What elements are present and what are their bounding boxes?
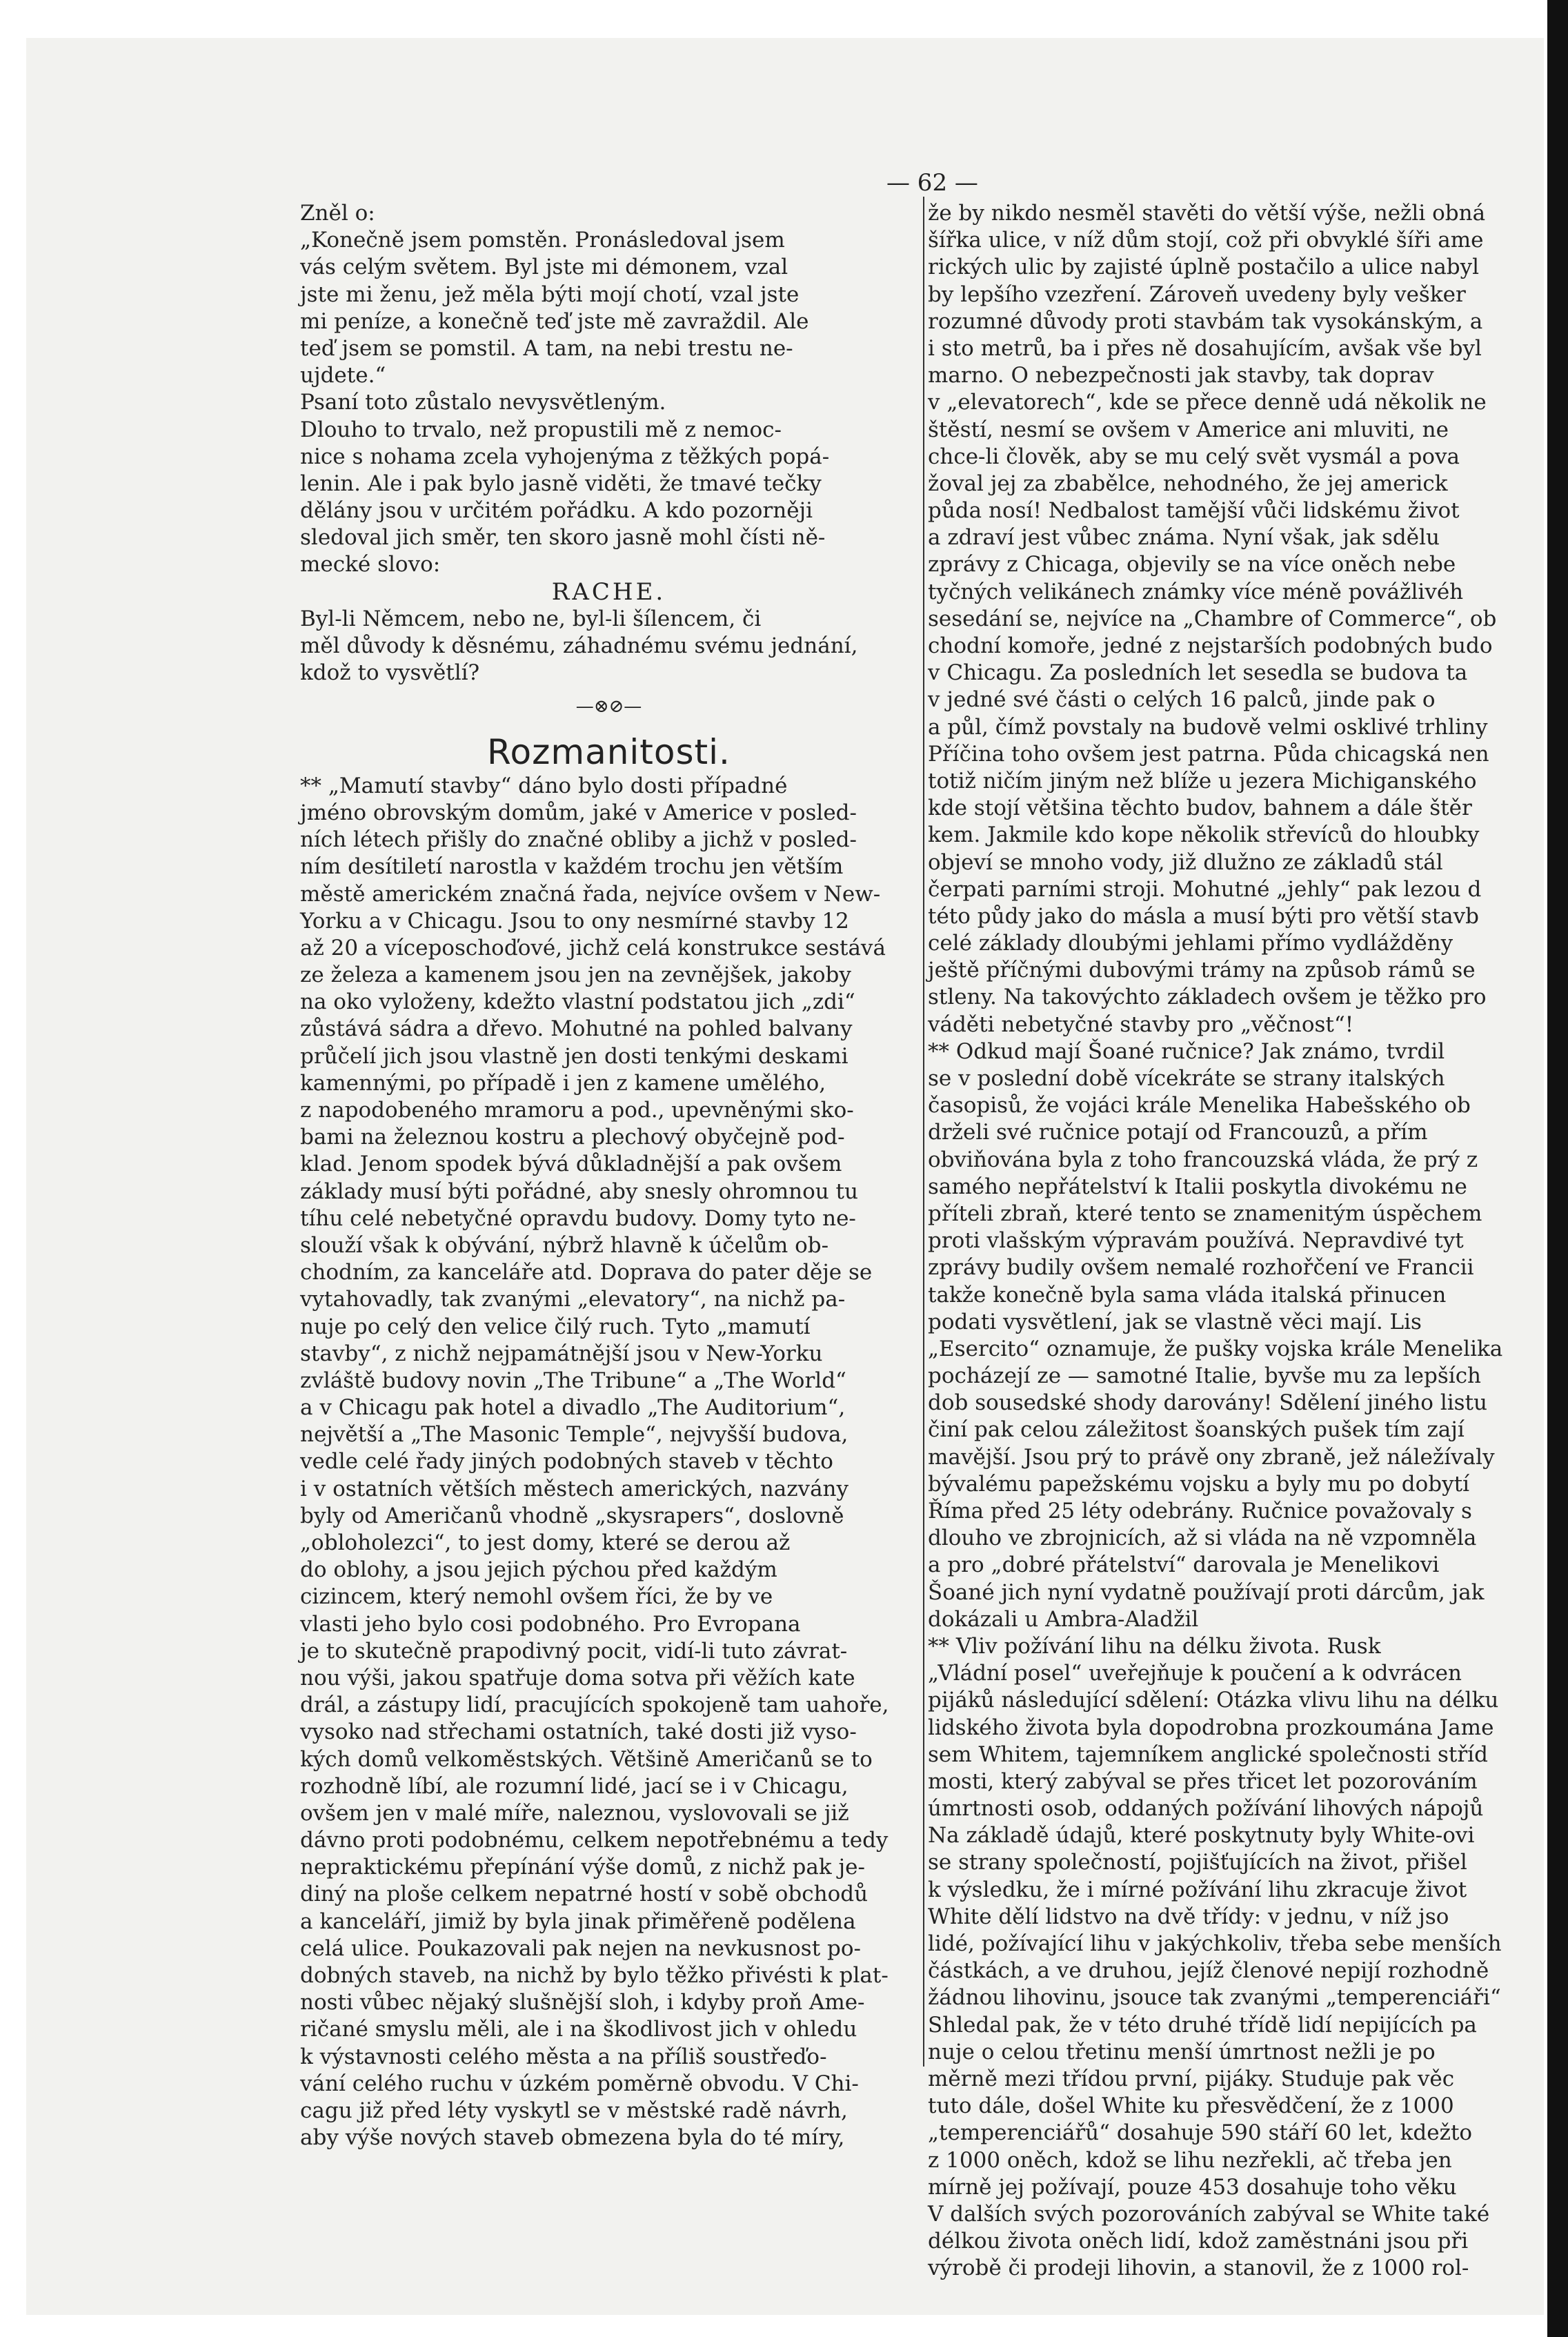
text-line: na oko vyloženy, kdežto vlastní podstatou jich „zdi“	[300, 989, 855, 1015]
text-line: úmrtnosti osob, oddaných požívání lihových nápojů	[928, 1796, 1484, 1822]
text-line: chodním, za kanceláře atd. Doprava do pater děje se	[300, 1260, 873, 1285]
text-line: proti vlašským výpravám používá. Nepravdivé tyt	[928, 1228, 1464, 1254]
text-line: k výsledku, že i mírné požívání lihu zkracuje život	[928, 1877, 1467, 1902]
text-line: by lepšího vzezření. Zároveň uvedeny byly vešker	[928, 282, 1466, 307]
text-line: dobných staveb, na nichž by bylo těžko přivésti k plat-	[300, 1963, 889, 1989]
text-line: ovšem jen v malé míře, naleznou, vyslovovali se již	[300, 1800, 849, 1826]
text-line: i sto metrů, ba i přes ně dosahujícím, avšak vše byl	[928, 335, 1482, 361]
text-line: tíhu celé nebetyčné opravdu budovy. Domy tyto ne-	[300, 1205, 856, 1231]
text-line: čerpati parními stroji. Mohutné „jehly“ pak lezou d	[928, 876, 1482, 902]
text-line: je to skutečně prapodivný pocit, vidí-li tuto závrat-	[300, 1638, 848, 1664]
text-line: do oblohy, a jsou jejich pýchou před každým	[300, 1557, 777, 1583]
text-line: ** Vliv požívání lihu na délku života. Rusk	[928, 1633, 1381, 1659]
text-line: nuje po celý den velice čilý ruch. Tyto „mamutí	[300, 1314, 811, 1339]
text-line: sledoval jich směr, ten skoro jasně mohl čísti ně-	[300, 525, 826, 551]
text-line: dob sousedské shody darovány! Sdělení jiného listu	[928, 1390, 1487, 1416]
text-line: takže konečně byla sama vláda italská přinucen	[928, 1282, 1447, 1308]
text-line: kem. Jakmile kdo kope několik střevíců do hloubky	[928, 822, 1480, 848]
text-line: jste mi ženu, jež měla býti mojí chotí, vzal jste	[300, 282, 800, 307]
text-line: cizincem, který nemohl ovšem říci, že by ve	[300, 1584, 773, 1610]
text-line: vytahovadly, tak zvanými „elevatory“, na nichž pa-	[300, 1287, 846, 1312]
text-line: zvláště budovy novin „The Tribune“ a „The World“	[300, 1368, 846, 1393]
text-line: slouží však k obývání, nýbrž hlavně k účelům ob-	[300, 1232, 829, 1258]
text-line: diný na ploše celkem nepatrné hostí v sobě obchodů	[300, 1882, 869, 1907]
column-rule	[923, 197, 924, 2067]
text-line: ních létech přišly do značné obliby a jichž v posled-	[300, 827, 857, 853]
text-line: Psaní toto zůstalo nevysvětleným.	[300, 390, 666, 415]
text-line: lidé, požívající lihu v jakýchkoliv, třeba sebe menších	[928, 1931, 1502, 1956]
text-line: cagu již před léty vyskytl se v městské radě návrh,	[300, 2098, 848, 2123]
text-line: štěstí, nesmí se ovšem v Americe ani mluviti, ne	[928, 417, 1449, 442]
text-line: kých domů velkoměstských. Většině Američanů se to	[300, 1746, 873, 1772]
text-line: sesedání se, nejvíce na „Chambre of Commerce“, ob	[928, 606, 1497, 631]
text-line: kde stojí většina těchto budov, bahnem a dále štěr	[928, 796, 1472, 821]
text-line: i v ostatních větších městech amerických, nazvány	[300, 1476, 849, 1501]
text-line: dělány jsou v určitém pořádku. A kdo pozorněji	[300, 498, 813, 524]
text-line: měl důvody k děsnému, záhadnému svému jednání,	[300, 633, 858, 659]
text-line: zprávy z Chicaga, objevily se na více oněch nebe	[928, 552, 1456, 578]
text-line: v jedné své části o celých 16 palců, jinde pak o	[928, 687, 1436, 713]
text-line: sem Whitem, tajemníkem anglické společnosti stříd	[928, 1742, 1488, 1767]
text-line: stleny. Na takovýchto základech ovšem je těžko pro	[928, 985, 1487, 1010]
text-line: ještě příčnými dubovými trámy na způsob rámů se	[928, 958, 1476, 983]
text-line: marno. O nebezpečnosti jak stavby, tak doprav	[928, 363, 1434, 388]
text-line: Yorku a v Chicagu. Jsou to ony nesmírné stavby 12	[300, 908, 849, 934]
text-line: mi peníze, a konečně teď jste mě zavraždil. Ale	[300, 308, 809, 334]
text-line: zůstává sádra a dřevo. Mohutné na pohled balvany	[300, 1016, 853, 1042]
text-line: rozumné důvody proti stavbám tak vysokánským, a	[928, 308, 1483, 334]
text-line: se strany společností, pojišťujících na život, přišel	[928, 1850, 1467, 1875]
text-line: délkou života oněch lidí, kdož zaměstnáni jsou při	[928, 2229, 1469, 2254]
text-line: lidského života byla dopodrobna prozkoumána Jame	[928, 1715, 1494, 1740]
story-ending	[300, 200, 917, 579]
text-line: „obloholezci“, to jest domy, které se derou až	[300, 1530, 791, 1556]
text-line: teď jsem se pomstil. A tam, na nebi trestu ne-	[300, 335, 793, 361]
text-line: nice s nohama zcela vyhojenýma z těžkých popá-	[300, 444, 830, 469]
text-line: kamennými, po případě i jen z kamene umělého,	[300, 1070, 826, 1096]
text-line: půda nosí! Nedbalost tamější vůči lidskému život	[928, 498, 1460, 524]
text-line: klad. Jenom spodek bývá důkladnější a pak ovšem	[300, 1152, 842, 1177]
text-line: bami na železnou kostru a plechový obyčejně pod-	[300, 1125, 845, 1150]
text-line: celé základy dloubými jehlami přímo vydlážděny	[928, 931, 1453, 956]
text-line: „Konečně jsem pomstěn. Pronásledoval jsem	[300, 228, 785, 253]
text-line: tuto dále, došel White ku přesvědčení, že z 1000	[928, 2093, 1454, 2119]
text-line: Šoané jich nyní vydatně používají proti dárcům, jak	[928, 1579, 1485, 1605]
text-line: šířka ulice, v níž dům stojí, což při obvyklé šíři ame	[928, 228, 1484, 253]
text-line: a pro „dobré přátelství“ darovala je Menelikovi	[928, 1552, 1440, 1578]
text-line: nepraktickému přepínání výše domů, z nichž pak je-	[300, 1855, 865, 1880]
text-line: měrně mezi třídou první, pijáky. Studuje pak věc	[928, 2066, 1455, 2091]
text-line: bývalému papežskému vojsku a byly mu po dobytí	[928, 1471, 1470, 1497]
text-line: ním desítiletí narostla v každém trochu jen větším	[300, 854, 844, 880]
text-line: se v poslední době vícekráte se strany italských	[928, 1066, 1445, 1091]
text-line: nuje o celou třetinu menší úmrtnost nežli je po	[928, 2039, 1436, 2064]
text-line: a zdraví jest vůbec známa. Nyní však, jak sdělu	[928, 525, 1440, 551]
text-line: až 20 a víceposchoďové, jichž celá konstrukce sestává	[300, 935, 886, 960]
right-column	[928, 200, 1549, 2281]
text-line: příteli zbraň, které tento se znamenitým úspěchem	[928, 1201, 1482, 1226]
text-line: ričané smyslu měli, ale i na škodlivost jich v ohledu	[300, 2017, 857, 2042]
text-line: Příčina toho ovšem jest patrna. Půda chicagská nen	[928, 741, 1489, 767]
text-line: této půdy jako do másla a musí býti pro větší stavb	[928, 903, 1479, 929]
text-line: Byl-li Němcem, nebo ne, byl-li šílencem, či	[300, 606, 762, 631]
text-line: dávno proti podobnému, celkem nepotřebnému a tedy	[300, 1828, 889, 1853]
text-line: základy musí býti pořádné, aby snesly ohromnou tu	[300, 1179, 858, 1204]
text-line: lenin. Ale i pak bylo jasně viděti, že tmavé tečky	[300, 471, 822, 496]
text-line: Dlouho to trvalo, než propustili mě z nemoc-	[300, 417, 782, 442]
article-mamuti-stavby	[300, 773, 917, 2152]
rache-word: RACHE.	[551, 578, 666, 606]
text-line: drál, a zástupy lidí, pracujících spokojeně tam uahoře,	[300, 1693, 889, 1718]
text-line: chce-li člověk, aby se mu celý svět vysmál a pova	[928, 444, 1460, 469]
text-line: vysoko nad střechami ostatních, také dosti již vyso-	[300, 1719, 857, 1745]
text-line: Zněl o:	[300, 201, 375, 226]
text-line: Na základě údajů, které poskytnuty byly White-ovi	[928, 1823, 1475, 1848]
scan-top-edge	[0, 0, 1568, 7]
text-line: největší a „The Masonic Temple“, nejvyšší budova,	[300, 1422, 848, 1448]
text-line: samého nepřátelství k Italii poskytla divokému ne	[928, 1174, 1467, 1199]
text-line: Říma před 25 léty odebrány. Ručnice považovaly s	[928, 1499, 1472, 1524]
text-line: a v Chicagu pak hotel a divadlo „The Auditorium“,	[300, 1395, 846, 1421]
text-line: podati vysvětlení, jak se vlastně věci mají. Lis	[928, 1309, 1422, 1334]
text-line: kdož to vysvětlí?	[300, 660, 480, 686]
text-line: Shledal pak, že v této druhé třídě lidí nepijících pa	[928, 2012, 1477, 2038]
text-line: mavější. Jsou prý to právě ony zbraně, jež náležívaly	[928, 1444, 1495, 1470]
text-line: aby výše nových staveb obmezena byla do té míry,	[300, 2125, 845, 2151]
text-line: a půl, čímž povstaly na budově velmi osklivé trhliny	[928, 714, 1488, 740]
text-line: obviňována byla z toho francouzská vláda, že prý z	[928, 1147, 1478, 1172]
text-line: jméno obrovským domům, jaké v Americe v posled-	[300, 800, 857, 825]
text-line: stavby“, z nichž nejpamátnější jsou v New-Yorku	[300, 1341, 823, 1366]
text-line: v Chicagu. Za posledních let sesedla se budova ta	[928, 660, 1468, 686]
text-line: celá ulice. Poukazovali pak nejen na nevkusnost po-	[300, 1935, 862, 1961]
text-line: vlasti jeho bylo cosi podobného. Pro Evropana	[300, 1611, 801, 1637]
text-line: z 1000 oněch, kdož se lihu nezřekli, ač třeba jen	[928, 2147, 1452, 2173]
text-line: pocházejí ze — samotné Italie, byvše mu za lepších	[928, 1363, 1482, 1389]
text-line: byly od Američanů vhodně „skysrapers“, doslovně	[300, 1503, 844, 1528]
text-line: ** Odkud mají Šoané ručnice? Jak známo, tvrdil	[928, 1038, 1445, 1064]
text-line: totiž ničím jiným než blíže u jezera Michiganského	[928, 768, 1477, 793]
text-line: průčelí jich jsou vlastně jen dosti tenkými deskami	[300, 1043, 848, 1069]
text-line: výrobě či prodeji lihovin, a stanovil, že z 1000 rol-	[928, 2256, 1469, 2281]
text-line: žádnou lihovinu, jsouce tak zvanými „temperenciáři“	[928, 1985, 1501, 2011]
text-line: mírně jej požívají, pouze 453 dosahuje toho věku	[928, 2174, 1457, 2200]
text-line: a kanceláří, jimiž by byla jinak přiměřeně podělena	[300, 1909, 856, 1934]
left-column	[300, 200, 917, 2151]
text-line: vání celého ruchu v úzkém poměrně obvodu. V Chi-	[300, 2071, 859, 2096]
text-line: „temperenciářů“ dosahuje 590 stáří 60 let, kdežto	[928, 2120, 1473, 2146]
page-number: — 62 —	[886, 169, 978, 197]
text-line: rozhodně líbí, ale rozumní lidé, jací se i v Chicagu,	[300, 1773, 848, 1799]
section-title: Rozmanitosti.	[487, 731, 731, 772]
text-line: dlouho ve zbrojnicích, až si vláda na ně vzpomněla	[928, 1526, 1477, 1551]
text-line: že by nikdo nesměl stavěti do větší výše, nežli obná	[928, 201, 1486, 226]
story-closing	[300, 606, 917, 687]
text-line: „Esercito“ oznamuje, že pušky vojska krále Menelika	[928, 1336, 1503, 1361]
text-line: ** „Mamutí stavby“ dáno bylo dosti případné	[300, 773, 788, 798]
text-line: mecké slovo:	[300, 552, 441, 578]
text-line: žoval jej za zbabělce, nehodného, že jej americk	[928, 471, 1448, 496]
text-line: vedle celé řady jiných podobných staveb v těchto	[300, 1449, 833, 1475]
text-line: činí pak celou záležitost šoanských pušek tím zají	[928, 1417, 1465, 1443]
text-line: váděti nebetyčné stavby pro „věčnost“!	[928, 1012, 1354, 1037]
text-line: White dělí lidstvo na dvě třídy: v jednu, v níž jso	[928, 1904, 1449, 1929]
text-line: dokázali u Ambra-Aladžil	[928, 1606, 1199, 1632]
text-line: částkách, a ve druhou, jejíž členové nepijí rozhodně	[928, 1958, 1489, 1984]
text-line: v „elevatorech“, kde se přece denně udá několik ne	[928, 390, 1487, 415]
text-line: V dalších svých pozorováních zabýval se White také	[928, 2201, 1490, 2227]
scan-right-edge	[1547, 0, 1568, 2337]
text-line: ze železa a kamenem jsou jen na zevnějšek, jakoby	[300, 963, 851, 988]
text-line: vás celým světem. Byl jste mi démonem, vzal	[300, 255, 788, 280]
text-line: městě americkém značná řada, nejvíce ovšem v New-	[300, 881, 881, 907]
text-line: chodní komoře, jedné z nejstarších podobných budo	[928, 633, 1493, 658]
text-line: rických ulic by zajisté úplně postačilo a ulice nabyl	[928, 255, 1480, 280]
text-line: drželi své ručnice potají od Francouzů, a přím	[928, 1120, 1428, 1145]
ornament-divider: —⊗⊘—	[575, 696, 642, 718]
text-line: mosti, který zabýval se přes třicet let pozorováním	[928, 1768, 1478, 1794]
text-line: nosti vůbec nějaký slušnější sloh, i kdyby proň Ame-	[300, 1990, 865, 2015]
text-line: objeví se mnoho vody, již dlužno ze základů stál	[928, 849, 1443, 875]
text-line: k výstavnosti celého města a na příliš soustřeďo-	[300, 2044, 827, 2069]
text-line: tyčných velikánech známky více méně povážlivéh	[928, 579, 1464, 604]
text-line: zprávy budily ovšem nemalé rozhořčení ve Francii	[928, 1255, 1474, 1281]
text-line: pijáků následující sdělení: Otázka vlivu lihu na délku	[928, 1688, 1499, 1713]
text-line: časopisů, že vojáci krále Menelika Habešského ob	[928, 1093, 1471, 1118]
text-line: ujdete.“	[300, 363, 386, 388]
text-line: z napodobeného mramoru a pod., upevněnými sko-	[300, 1098, 854, 1123]
text-line: „Vládní posel“ uveřejňuje k poučení a k odvrácen	[928, 1661, 1462, 1686]
text-line: nou výši, jakou spatřuje doma sotva při věžích kate	[300, 1665, 855, 1690]
